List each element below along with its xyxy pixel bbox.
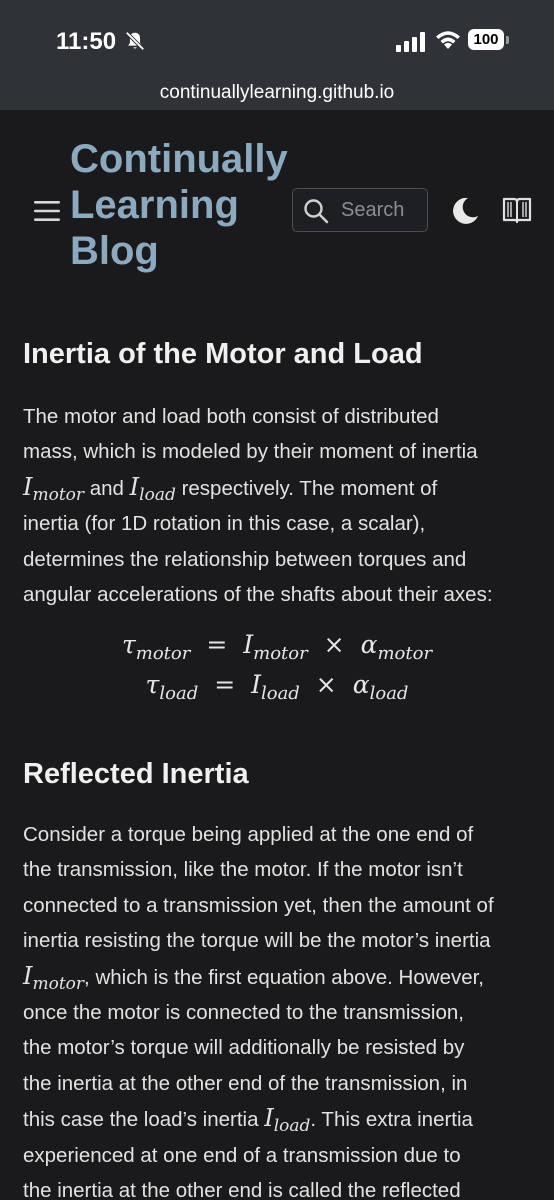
text-line: determines the relationship between torques and [23,547,467,571]
text-line: Consider a torque being applied at the one end of [23,823,474,846]
search-icon [303,198,329,224]
status-bar [0,0,554,80]
text-fragment: respectively. The moment of [181,476,438,500]
wifi-icon [434,29,462,51]
text-fragment: this case the load’s inertia [23,1108,259,1132]
blog-title-line: Continually [70,137,288,181]
address-bar[interactable] [0,80,554,110]
text-line: The motor and load both consist of distributed [23,405,439,428]
equation-load: $\tau_{load} = I_{load} \times \alpha_{load}$ [145,670,409,704]
text-line: the inertia at the other end is called the reflected [23,1179,461,1200]
text-line: the motor’s torque will additionally be resisted by [23,1036,465,1060]
section-heading-reflected-inertia: Reflected Inertia [23,758,249,790]
text-line: inertia (for 1D rotation in this case, a scalar), [23,512,426,536]
search-input[interactable] [292,188,428,232]
text-fragment: , which is the first equation above. However, [84,965,485,989]
text-line: angular accelerations of the shafts about their axes: [23,583,493,607]
battery-tip [506,36,509,44]
section-heading-inertia: Inertia of the Motor and Load [23,338,423,370]
text-line: once the motor is connected to the transmission, [23,1001,464,1025]
paragraph-inertia [23,399,531,612]
book-icon[interactable] [502,196,532,224]
text-line: the inertia at the other end of the transmission, in [23,1071,468,1095]
search-placeholder: Search [341,199,405,221]
math-i-motor: $I_{motor}$ [23,961,85,994]
url-text: continuallylearning.github.io [159,82,395,103]
bell-slash-icon [124,30,146,52]
text-line: the transmission, like the motor. If the motor isn’t [23,858,463,882]
equation-motor: $\tau_{motor} = I_{motor} \times \alpha_{motor}$ [121,630,433,664]
text-line: experienced at one end of a transmission due to [23,1143,461,1167]
battery-level: 100 [473,31,499,48]
math-i-load: $I_{load}$ [264,1104,311,1137]
battery-indicator [468,29,504,50]
cellular-signal-icon [396,32,426,52]
blog-title-line: Learning [70,183,239,227]
text-fragment: . This extra inertia [310,1108,473,1132]
hamburger-menu-icon[interactable] [34,198,60,224]
text-fragment: and [89,476,124,500]
blog-title-link[interactable] [70,136,300,274]
math-i-load: $I_{load}$ [129,472,176,505]
text-line: inertia resisting the torque will be the motor’s inertia [23,929,491,953]
moon-icon[interactable] [450,196,480,226]
paragraph-reflected-inertia [23,817,531,1200]
text-line: connected to a transmission yet, then the amount of [23,893,494,917]
text-line: mass, which is modeled by their moment of inertia [23,440,478,464]
math-i-motor: $I_{motor}$ [23,472,85,505]
blog-title-line: Blog [70,229,159,273]
status-time: 11:50 [56,28,117,55]
